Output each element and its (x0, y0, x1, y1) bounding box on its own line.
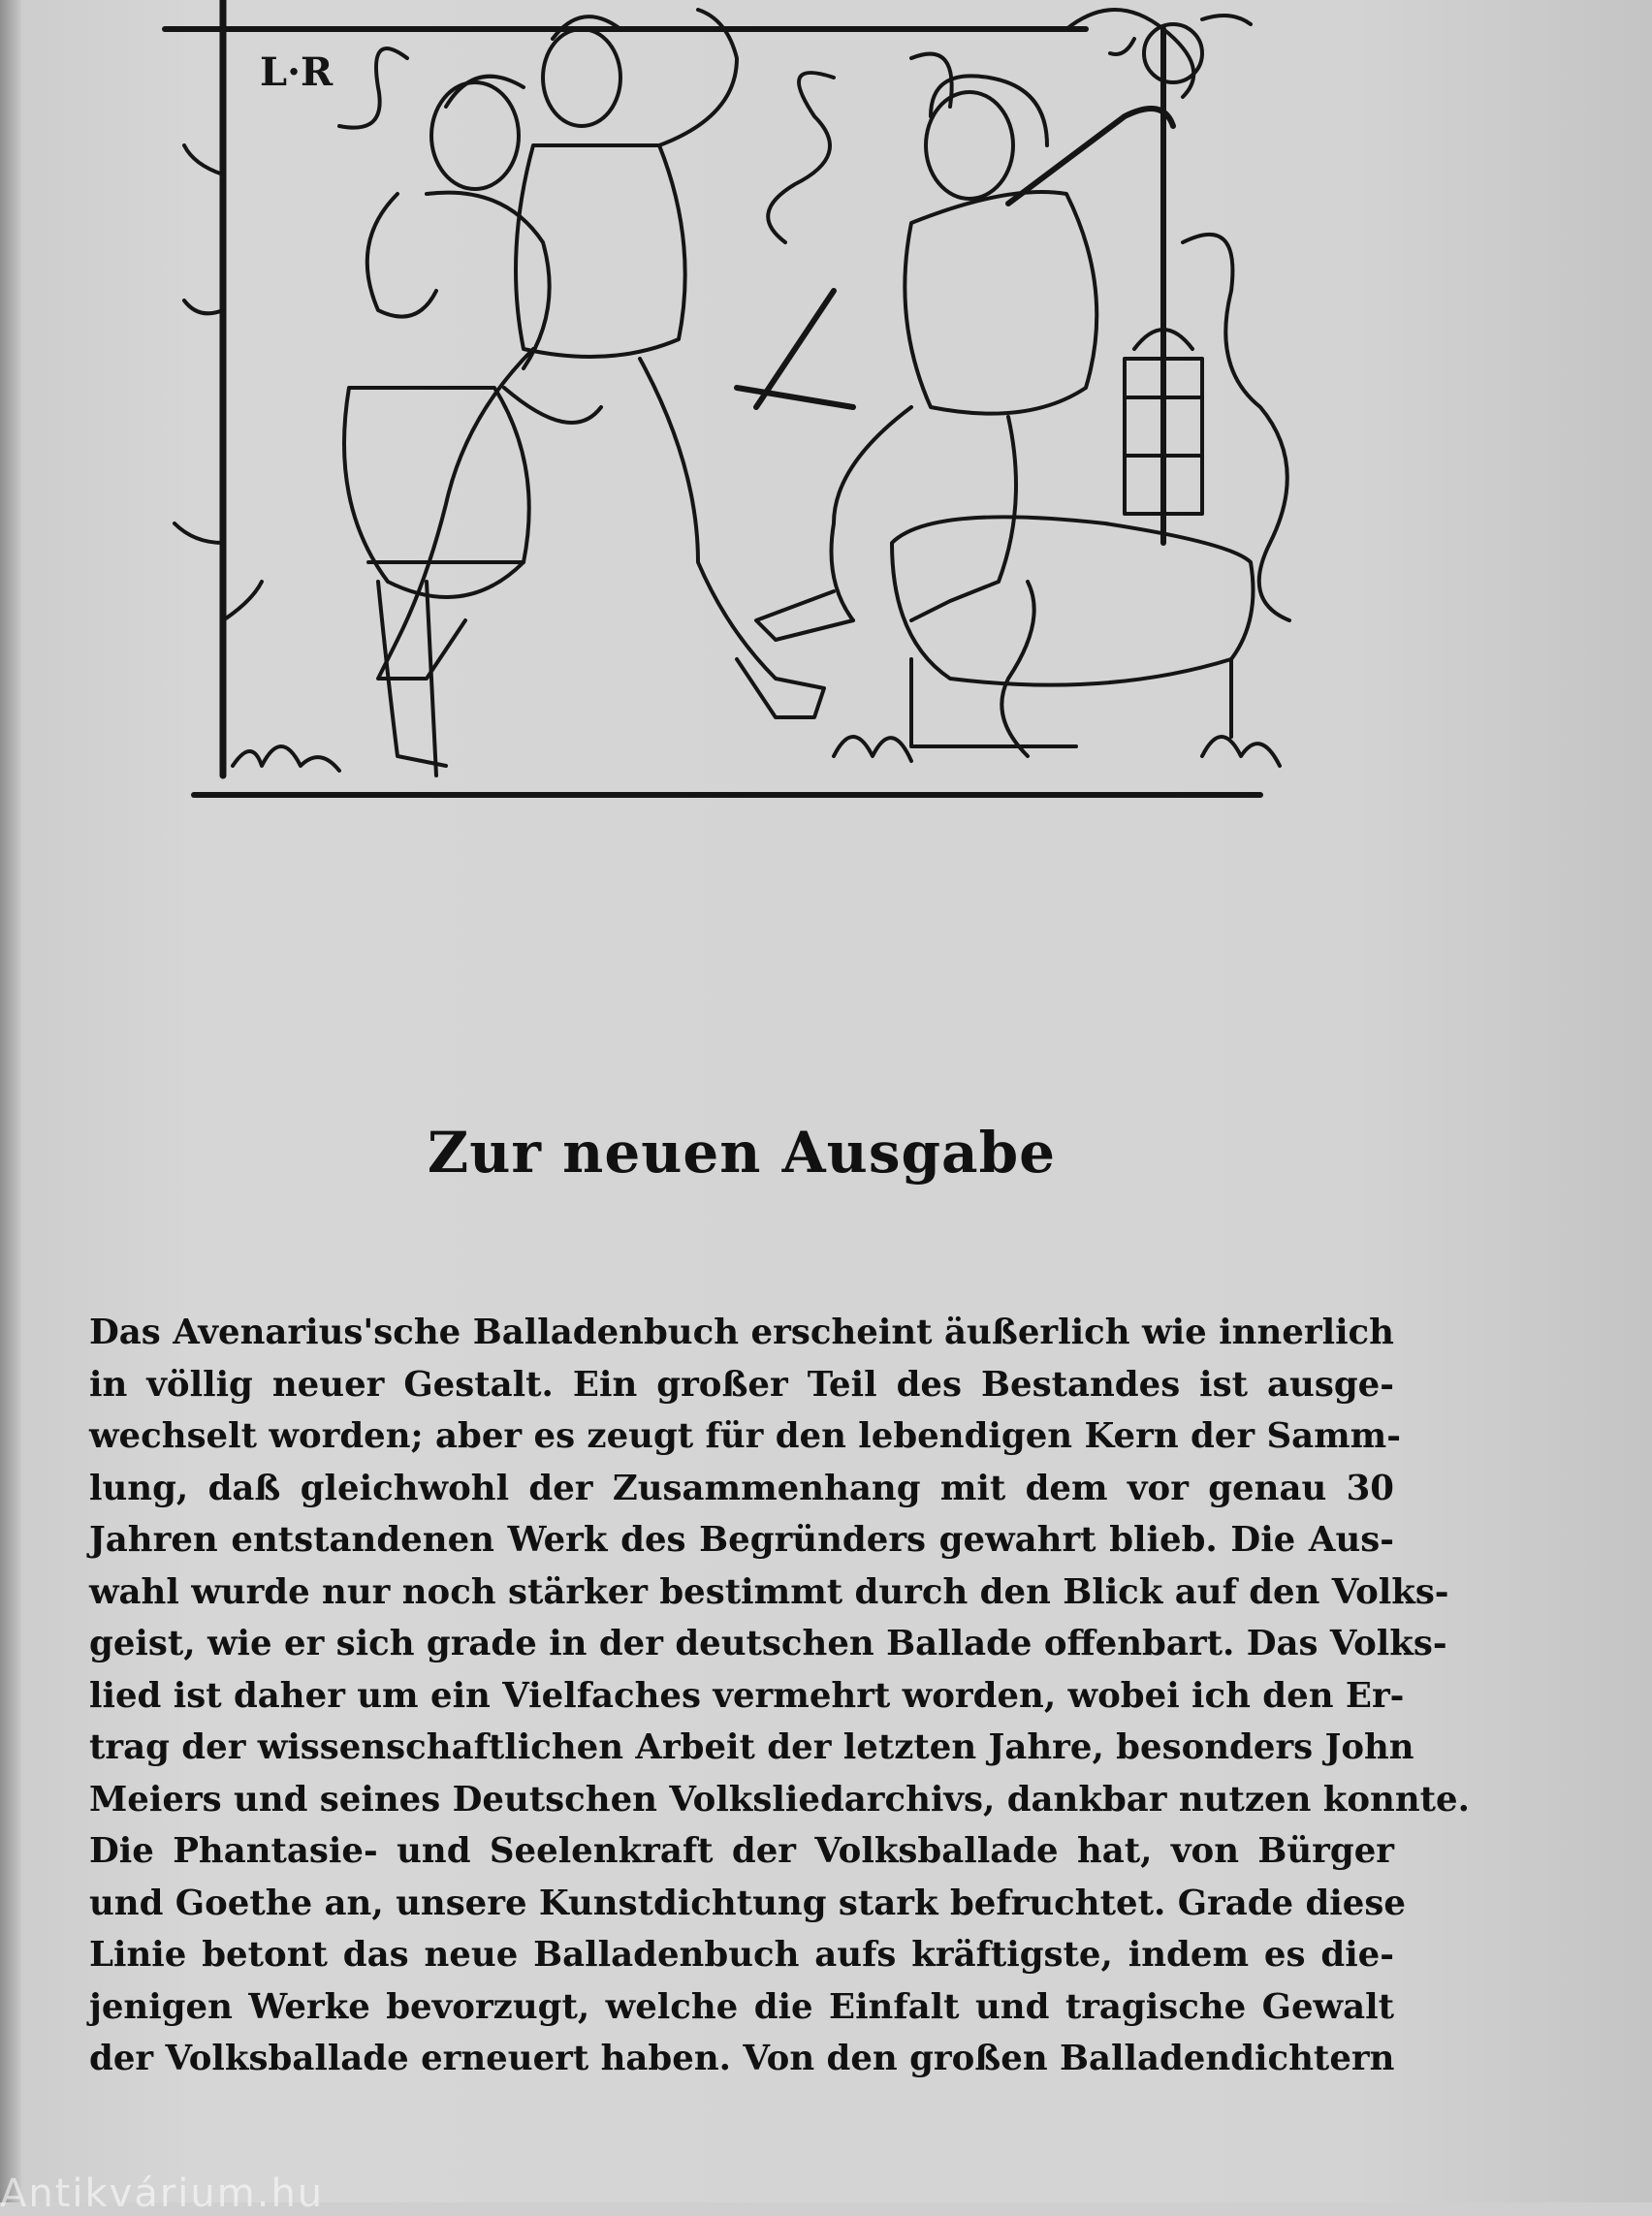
woodcut-illustration (155, 0, 1348, 819)
paragraph-line: jenigen Werke bevorzugt, welche die Einfalt und tragische Gewalt (89, 1986, 1394, 2027)
watermark: Antikvárium.hu (0, 2171, 325, 2216)
paragraph-line: wechselt worden; aber es zeugt für den lebendigen Kern der Samm- (89, 1416, 1401, 1456)
paragraph-line: Linie betont das neue Balladenbuch aufs kräftigste, indem es die- (89, 1935, 1394, 1975)
paragraph-line: und Goethe an, unsere Kunstdichtung stark befruchtet. Grade diese (89, 1883, 1406, 1923)
paragraph-line: Meiers und seines Deutschen Volksliedarchivs, dankbar nutzen konnte. (89, 1779, 1471, 1820)
paragraph-line: Jahren entstandenen Werk des Begründers gewahrt blieb. Die Aus- (89, 1520, 1394, 1560)
paragraph-line: lied ist daher um ein Vielfaches vermehrt worden, wobei ich den Er- (89, 1675, 1405, 1716)
paragraph-line: Das Avenarius'sche Balladenbuch erscheint äußerlich wie innerlich (89, 1313, 1394, 1352)
paragraph-line: in völlig neuer Gestalt. Ein großer Teil des Bestandes ist ausge- (89, 1364, 1394, 1405)
paragraph-line: der Volksballade erneuert haben. Von den großen Balladendichtern (89, 2039, 1395, 2078)
paragraph-line: geist, wie er sich grade in der deutschen Ballade offenbart. Das Volks- (89, 1624, 1447, 1663)
paragraph-line: Die Phantasie- und Seelenkraft der Volksballade hat, von Bürger (89, 1831, 1394, 1871)
paragraph-line: lung, daß gleichwohl der Zusammenhang mit dem vor genau 30 (89, 1468, 1394, 1508)
page-gutter-shadow (0, 0, 21, 2202)
paragraph-line: trag der wissenschaftlichen Arbeit der letzten Jahre, besonders John (89, 1727, 1414, 1767)
artist-monogram: L·R (260, 49, 334, 95)
page-heading: Zur neuen Ausgabe (427, 1120, 1057, 1186)
body-paragraph (89, 1307, 1471, 2085)
paragraph-line: wahl wurde nur noch stärker bestimmt durch den Blick auf den Volks- (89, 1571, 1449, 1612)
